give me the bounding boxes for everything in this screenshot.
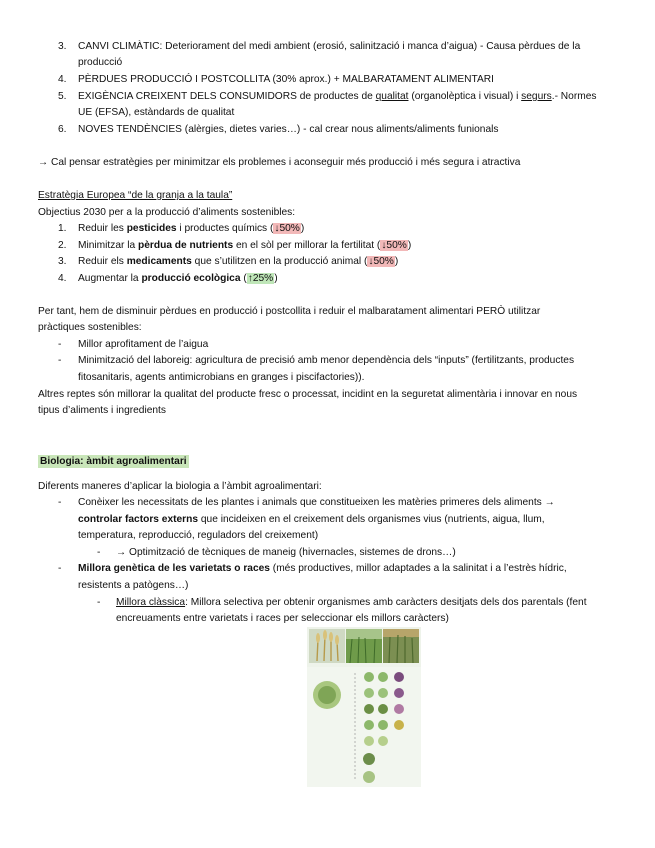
list-item-text [78,90,596,103]
text-run: PÈRDUES PRODUCCIÓ I POSTCOLLITA (30% aprox.) + MALBARATAMENT ALIMENTARI [78,74,494,85]
bullet-dash: - [58,339,62,350]
list-item-6: 6. NOVES TENDÈNCIES (alèrgies, dietes varies…) - cal crear nous aliments/aliments funionals [58,124,499,135]
text-run: ↑25% [247,273,274,284]
text-run: ) [407,240,412,251]
biology-text [116,546,456,559]
text-run: i productes químics ( [176,223,274,234]
objective-item-4: 4. Augmentar la producció ecològica (↑25%) [58,273,278,284]
text-run: Augmentar la [78,273,142,284]
text-run: (organolèptica i visual) i [408,91,522,102]
list-item-text [78,73,494,86]
biology-text [78,562,567,575]
text-run: CANVI CLIMÀTIC: Deteriorament del medi ambient (erosió, salinització i manca d’aigua) - Causa pèrdues de la [78,41,581,52]
breeding-diagram [307,667,421,787]
text-run: NOVES TENDÈNCIES (alèrgies, dietes varies…) - cal crear nous aliments/aliments funionals [78,124,499,135]
text-run: que incideixen en el creixement dels organismes vius (nutrients, aigua, llum, [198,514,545,525]
objective-text [78,272,278,285]
list-item-text [78,40,580,53]
biology-intro: Diferents maneres d’aplicar la biologia a l’àmbit agroalimentari: [38,481,322,492]
text-run: Reduir els [78,256,127,267]
bullet-dash: - [58,355,62,366]
conclusion-line: Per tant, hem de disminuir pèrdues en producció i postcollita i reduir el malbaratament alimentari PERÒ utilitzar [38,306,541,317]
text-run: medicaments [126,256,192,267]
text-run: ↓50% [381,240,407,251]
text-run: EXIGÈNCIA CREIXENT DELS CONSUMIDORS de productes de [78,91,376,102]
text-run: Minimitzar la [78,240,139,251]
text-run: Conèixer les necessitats de les plantes i animals que constitueixen les matèries primeres dels aliments → [78,497,555,508]
text-run: ↓50% [274,223,300,234]
bullet-dash: - [58,563,62,574]
field-photo [346,629,382,663]
conclusion-line: pràctiques sostenibles: [38,322,142,333]
text-run: ( [240,273,247,284]
text-run: → Optimització de tècniques de maneig (hivernacles, sistemes de drons…) [116,547,456,558]
list-item-continuation: producció [78,57,123,68]
wheat-photo [309,629,345,663]
bullet-text: fitosanitaris, agents antimicrobians en granges i piscifactories)). [78,372,365,383]
text-run: ) [394,256,399,267]
objective-text [78,222,304,235]
objective-item-2: 2. Minimitzar la pèrdua de nutrients en el sòl per millorar la fertilitat (↓50%) [58,240,412,251]
text-run: controlar factors externs [78,514,199,525]
objective-text [78,239,411,252]
objective-item-1: 1. Reduir les pesticides i productes químics (↓50%) [58,223,305,234]
biology-text [116,596,587,609]
list-item-3: 3. CANVI CLIMÀTIC: Deteriorament del medi ambient (erosió, salinització i manca d’aigua) - Causa pèrdues de la [58,41,581,52]
text-run: segurs [521,91,552,102]
list-item-4: 4. PÈRDUES PRODUCCIÓ I POSTCOLLITA (30% aprox.) + MALBARATAMENT ALIMENTARI [58,74,494,85]
biology-text [78,529,318,542]
text-run: Millora genètica de les varietats o races [78,563,270,574]
strategy-title: Estratègia Europea “de la granja a la taula” [38,190,233,201]
after-line: tipus d’aliments i ingredients [38,405,166,416]
text-run: en el sòl per millorar la fertilitat ( [233,240,381,251]
text-run: producció ecològica [141,273,241,284]
text-run: Millora clàssica [116,597,186,608]
text-run: que s’utilitzen en la producció animal ( [191,256,368,267]
objective-text [78,255,398,268]
text-run: pèrdua de nutrients [138,240,234,251]
breeding-figure [307,627,421,787]
biology-text [78,513,545,526]
biology-text [78,496,555,509]
bullet-dash: - [97,547,101,558]
list-item-continuation: UE (EFSA), estàndards de qualitat [78,107,235,118]
text-run: qualitat [375,91,409,102]
objective-item-3: 3. Reduir els medicaments que s’utilitzen en la producció animal (↓50%) [58,256,399,267]
biology-text [116,612,449,625]
crop-photo [383,629,419,663]
after-line: Altres reptes són millorar la qualitat del producte fresc o processat, incidint en la seguretat alimentària i innovar en nous [38,389,578,400]
arrow-note: → Cal pensar estratègies per minimitzar els problemes i aconseguir més producció i més segura i atractiva [38,157,521,168]
strategy-subtitle: Objectius 2030 per a la producció d’aliments sostenibles: [38,207,296,218]
text-run: encreuaments entre varietats i races per seleccionar els millors caràcters) [116,613,449,624]
biology-text [78,579,188,592]
text-run: ) [274,273,278,284]
text-run: ↓50% [368,256,394,267]
list-item-text [78,123,498,136]
bullet-text: Millor aprofitament de l’aigua [78,339,209,350]
text-run: Reduir les [78,223,127,234]
bullet-text: Minimització del laboreig: agricultura de precisió amb menor dependència dels “inputs” (fertilitzants, productes [78,355,575,366]
text-run: : Millora selectiva per obtenir organismes amb caràcters desitjats dels dos parentals (fent [185,597,587,608]
text-run: temperatura, reproducció, reguladors del creixement) [78,530,319,541]
text-run: pesticides [126,223,177,234]
section-heading: Biologia: àmbit agroalimentari [40,456,187,467]
text-run: ) [300,223,305,234]
text-run: (més productives, millor adaptades a la salinitat i a l’estrès hídric, [269,563,567,574]
text-run: resistents a patògens…) [78,580,189,591]
bullet-dash: - [97,597,101,608]
text-run: .- Normes [551,91,597,102]
bullet-dash: - [58,497,62,508]
list-item-5: 5. EXIGÈNCIA CREIXENT DELS CONSUMIDORS de productes de qualitat (organolèptica i visual) i segurs.- Normes [58,91,597,102]
